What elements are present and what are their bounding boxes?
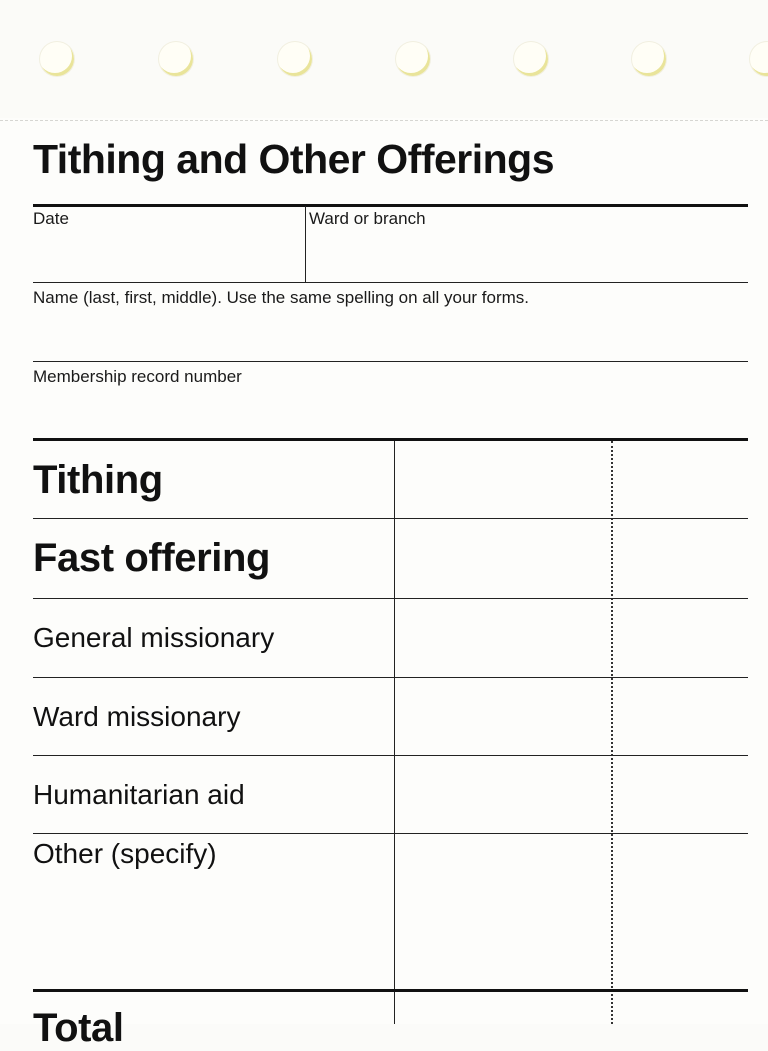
row-label-ward-missionary: Ward missionary (33, 701, 241, 732)
date-label: Date (33, 209, 69, 228)
ward-label: Ward or branch (309, 209, 426, 228)
row-label-other: Other (specify) (33, 838, 217, 869)
fast-offering-amount-field[interactable] (395, 519, 748, 598)
date-field[interactable] (33, 206, 305, 282)
form-title: Tithing and Other Offerings (33, 136, 555, 182)
name-label: Name (last, first, middle). Use the same spelling on all your forms. (33, 288, 530, 307)
total-amount-field[interactable] (395, 992, 748, 1024)
perforation-line (0, 120, 768, 121)
name-field[interactable] (33, 283, 748, 361)
general-missionary-amount-field[interactable] (395, 599, 748, 677)
row-label-humanitarian-aid: Humanitarian aid (33, 779, 245, 810)
tithing-amount-field[interactable] (395, 441, 748, 518)
other-amount-field[interactable] (395, 834, 748, 989)
row-label-general-missionary: General missionary (33, 622, 275, 653)
other-specify-field[interactable] (33, 875, 393, 987)
binder-hole-icon (750, 42, 768, 76)
membership-field[interactable] (33, 362, 748, 438)
membership-label: Membership record number (33, 367, 242, 386)
binder-hole-icon (278, 42, 312, 76)
binder-hole-icon (159, 42, 193, 76)
binder-hole-icon (632, 42, 666, 76)
ward-missionary-amount-field[interactable] (395, 678, 748, 755)
row-label-total: Total (33, 1006, 124, 1050)
perforated-stub (0, 0, 768, 118)
binder-hole-icon (40, 42, 74, 76)
ward-field[interactable] (306, 206, 748, 282)
binder-hole-icon (396, 42, 430, 76)
row-label-tithing: Tithing (33, 458, 163, 502)
binder-hole-icon (514, 42, 548, 76)
humanitarian-aid-amount-field[interactable] (395, 756, 748, 833)
row-label-fast-offering: Fast offering (33, 536, 271, 580)
